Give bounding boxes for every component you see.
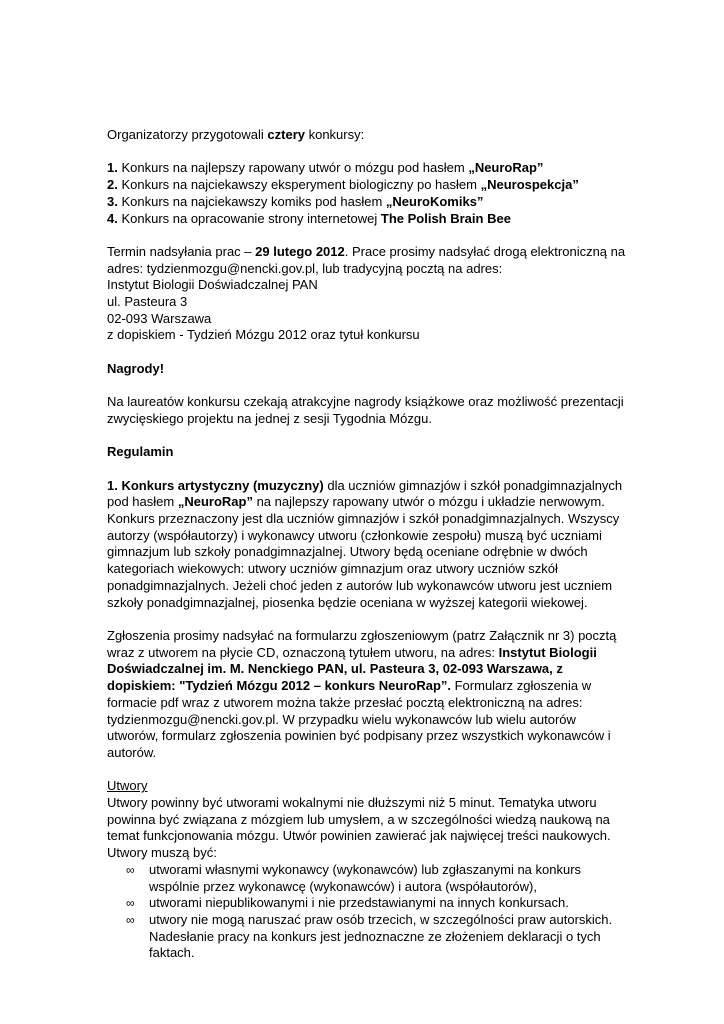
list-item-text: utwory nie mogą naruszać praw osób trzecich, w szczególności praw autorskich. Nadesłanie pracy na konkurs jest jednoznaczne ze złożeniem deklaracji o tych faktach. (149, 911, 613, 961)
contest-name: The Polish Brain Bee (380, 210, 511, 226)
list-item (126, 895, 627, 912)
rules-paragraph-2 (107, 628, 627, 762)
contest-number: 2. (107, 177, 118, 193)
works-requirements-list (107, 862, 627, 962)
deadline-text-end: . Prace prosimy nadsyłać drogą elektroniczną na adres: tydzienmozgu@nencki.gov.pl, lub tradycyjną pocztą na adres: (107, 243, 626, 276)
list-item-text: utworami niepublikowanymi i nie przedstawianymi na innych konkursach. (149, 895, 569, 911)
submission-address: Instytut Biologii Doświadczalnej im. M. Nenckiego PAN, ul. Pasteura 3, 02-093 Warszawa, z dopiskiem: "Tydzień Mózgu 2012 – konkurs NeuroRap”. (107, 644, 597, 694)
contest-list (107, 160, 627, 227)
contest-name: „NeuroRap” (468, 160, 544, 176)
contest-text: Konkurs na najciekawszy eksperyment biologiczny po hasłem (117, 177, 481, 193)
deadline-paragraph (107, 244, 627, 277)
intro-text-end: konkursy: (304, 127, 365, 142)
works-heading: Utwory (107, 778, 148, 794)
intro-count: cztery (267, 127, 305, 142)
rules-text: Formularz zgłoszenia w formacie pdf wraz z utworem można także przesłać pocztą elektroniczną na adres: tydzienmozgu@nencki.gov.pl. W przypadku wielu wykonawców lub wielu autorów utworów, formularz zgłoszenia powinien być podpisany przez wszystkich wykonawców i autorów. (107, 678, 611, 760)
rules-paragraph-1 (107, 478, 627, 612)
contest-number: 4. (107, 210, 118, 226)
contest-item (107, 177, 627, 194)
rules-text: Zgłoszenia prosimy nadsyłać na formularzu zgłoszeniowym (patrz Załącznik nr 3) pocztą wraz z utworem na płycie CD, oznaczoną tytułem utworu, na adres: (107, 627, 617, 660)
contest-item (107, 194, 627, 211)
address-line: 02-093 Warszawa (107, 310, 212, 326)
contest-text: Konkurs na najciekawszy komiks pod hasłem (117, 193, 386, 209)
rules-text: na najlepszy rapowany utwór o mózgu i układzie nerwowym. Konkurs przeznaczony jest dla uczniów gimnazjów i szkół ponadgimnazjalnych. Wszyscy autorzy (współautorzy) i wykonawcy utworu (członkowie zespołu) muszą być uczniami gimnazjum lub szkoły ponadgimnazjalnej. Utwory będą oceniane odrębnie w dwóch kategoriach wiekowych: utwory uczniów gimnazjum oraz utwory uczniów szkół ponadgimnazjalnych. Jeżeli choć jeden z autorów lub wykonawców utworu jest uczniem szkoły ponadgimnazjalnej, piosenka będzie oceniana w wyższej kategorii wiekowej. (107, 494, 620, 610)
infinity-bullet-icon: ∞ (126, 896, 135, 911)
intro-line (107, 127, 627, 144)
intro-text: Organizatorzy przygotowali (107, 127, 268, 142)
contest-item (107, 211, 627, 228)
prizes-paragraph: Na laureatów konkursu czekają atrakcyjne nagrody książkowe oraz możliwość prezentacji zwycięskiego projektu na jednej z sesji Tygodnia Mózgu. (107, 394, 624, 426)
infinity-bullet-icon: ∞ (126, 862, 135, 877)
rules-text: dla uczniów gimnazjów i szkół ponadgimnazjalnych pod hasłem (107, 477, 623, 510)
prizes-heading: Nagrody! (107, 360, 165, 376)
contest-name: „Neurospekcja” (480, 177, 579, 193)
contest-number: 1. (107, 160, 118, 176)
address-line: z dopiskiem - Tydzień Mózgu 2012 oraz tytuł konkursu (107, 327, 420, 343)
list-item (126, 911, 627, 962)
address-line: Instytut Biologii Doświadczalnej PAN (107, 277, 318, 293)
contest-text: Konkurs na najlepszy rapowany utwór o mózgu pod hasłem (117, 160, 469, 176)
address-line: ul. Pasteura 3 (107, 294, 188, 309)
deadline-date: 29 lutego 2012 (255, 243, 345, 259)
infinity-bullet-icon: ∞ (126, 912, 135, 927)
contest-number: 3. (107, 193, 118, 209)
list-item-text: utworami własnymi wykonawcy (wykonawców) lub zgłaszanymi na konkurs wspólnie przez wykonawcę (wykonawców) i autora (współautorów), (149, 861, 582, 894)
contest-name: „NeuroKomiks” (385, 193, 484, 209)
contest-slogan: „NeuroRap” (177, 494, 253, 510)
contest-text: Konkurs na opracowanie strony internetowej (117, 210, 381, 226)
document-body (107, 127, 627, 962)
contest-category: 1. Konkurs artystyczny (muzyczny) (107, 477, 324, 493)
rules-heading: Regulamin (107, 444, 174, 460)
list-item (126, 861, 627, 895)
deadline-text: Termin nadsyłania prac – (107, 243, 256, 259)
works-paragraph: Utwory powinny być utworami wokalnymi nie dłuższymi niż 5 minut. Tematyka utworu powinna być związana z mózgiem lub umysłem, a w szczególności wiedzą naukową na temat funkcjonowania mózgu. Utwór powinien zawierać jak najwięcej treści naukowych. Utwory muszą być: (107, 795, 611, 861)
contest-item (107, 160, 627, 177)
